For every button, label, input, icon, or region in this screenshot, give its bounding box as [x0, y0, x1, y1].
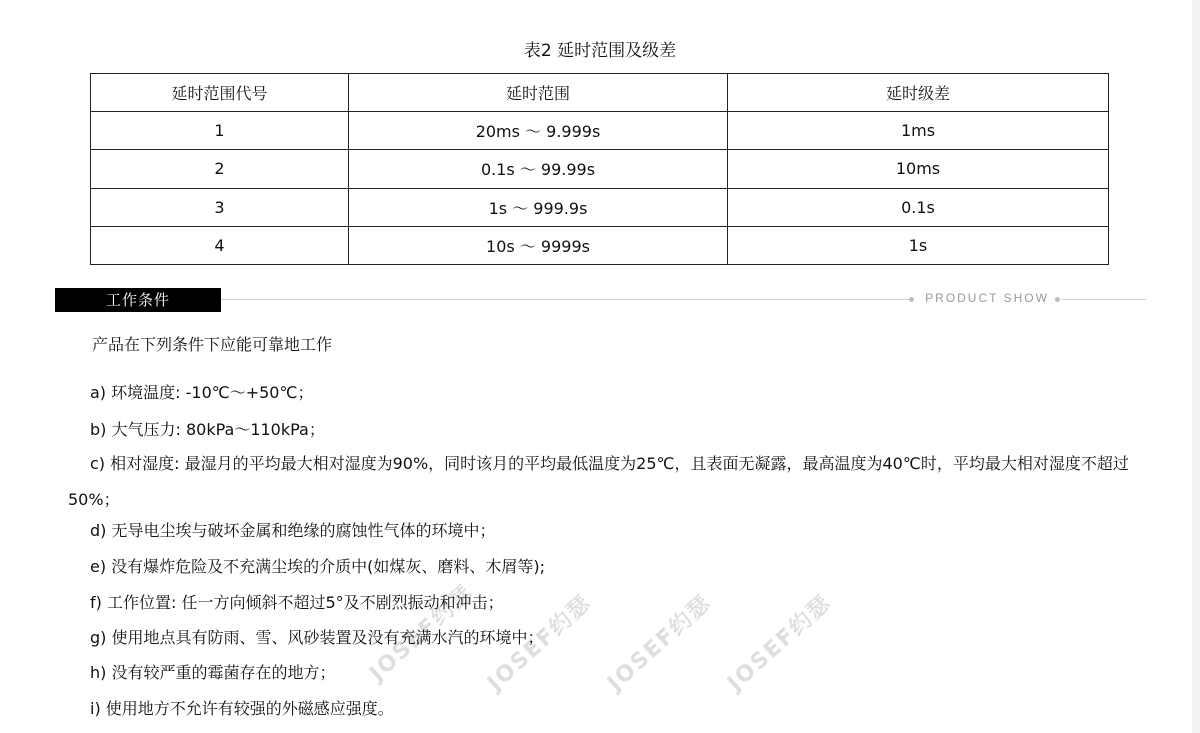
- condition-item: a) 环境温度: -10℃～+50℃；: [90, 383, 314, 402]
- divider-dot: [909, 297, 914, 302]
- section-divider: [221, 299, 909, 300]
- condition-item: d) 无导电尘埃与破坏金属和绝缘的腐蚀性气体的环境中；: [90, 521, 496, 540]
- column-header: 延时范围: [349, 74, 728, 112]
- delay-range-table: [90, 73, 1109, 265]
- watermark-logo: JOSEF约瑟: [364, 580, 479, 687]
- column-header: 延时级差: [728, 74, 1109, 112]
- table-row: [91, 112, 1109, 150]
- table-cell: 0.1s ～ 99.99s: [349, 150, 728, 188]
- table-row: [91, 150, 1109, 188]
- section-title: 工作条件: [55, 288, 221, 312]
- table-cell: 20ms ～ 9.999s: [349, 112, 728, 150]
- table-cell: 1s ～ 999.9s: [349, 188, 728, 226]
- product-show-tagline: PRODUCT SHOW: [925, 291, 1049, 305]
- watermark-logo: JOSEF约瑟: [722, 590, 837, 697]
- condition-item: b) 大气压力: 80kPa～110kPa；: [90, 420, 325, 439]
- page-edge: [1192, 0, 1200, 733]
- table-cell: 1ms: [728, 112, 1109, 150]
- table-row: [91, 226, 1109, 264]
- condition-item: e) 没有爆炸危险及不充满尘埃的介质中(如煤灰、磨料、木屑等);: [90, 557, 546, 576]
- table-header-row: [91, 74, 1109, 112]
- column-header: 延时范围代号: [91, 74, 349, 112]
- condition-item: c) 相对湿度: 最湿月的平均最大相对湿度为90%，同时该月的平均最低温度为25℃，且表面无凝露，最高温度为40℃时，平均最大相对湿度不超过50%；: [68, 454, 1129, 509]
- watermark-logo: JOSEF约瑟: [482, 590, 597, 697]
- table-cell: 4: [91, 226, 349, 264]
- watermark-logo: JOSEF约瑟: [602, 590, 717, 697]
- table-cell: 2: [91, 150, 349, 188]
- table-title: 表2 延时范围及级差: [523, 41, 677, 61]
- divider-dot: [1055, 297, 1060, 302]
- table-cell: 1: [91, 112, 349, 150]
- table-cell: 10s ～ 9999s: [349, 226, 728, 264]
- table-cell: 3: [91, 188, 349, 226]
- condition-item: g) 使用地点具有防雨、雪、风砂装置及没有充满水汽的环境中；: [90, 628, 544, 647]
- table-cell: 10ms: [728, 150, 1109, 188]
- table-cell: 1s: [728, 226, 1109, 264]
- condition-item: i) 使用地方不允许有较强的外磁感应强度。: [90, 699, 394, 718]
- section-divider: [1062, 299, 1146, 300]
- conditions-intro: 产品在下列条件下应能可靠地工作: [92, 335, 333, 354]
- condition-item: h) 没有较严重的霉菌存在的地方；: [90, 663, 336, 682]
- condition-item: f) 工作位置: 任一方向倾斜不超过5°及不剧烈振动和冲击；: [90, 593, 504, 612]
- table-cell: 0.1s: [728, 188, 1109, 226]
- table-row: [91, 188, 1109, 226]
